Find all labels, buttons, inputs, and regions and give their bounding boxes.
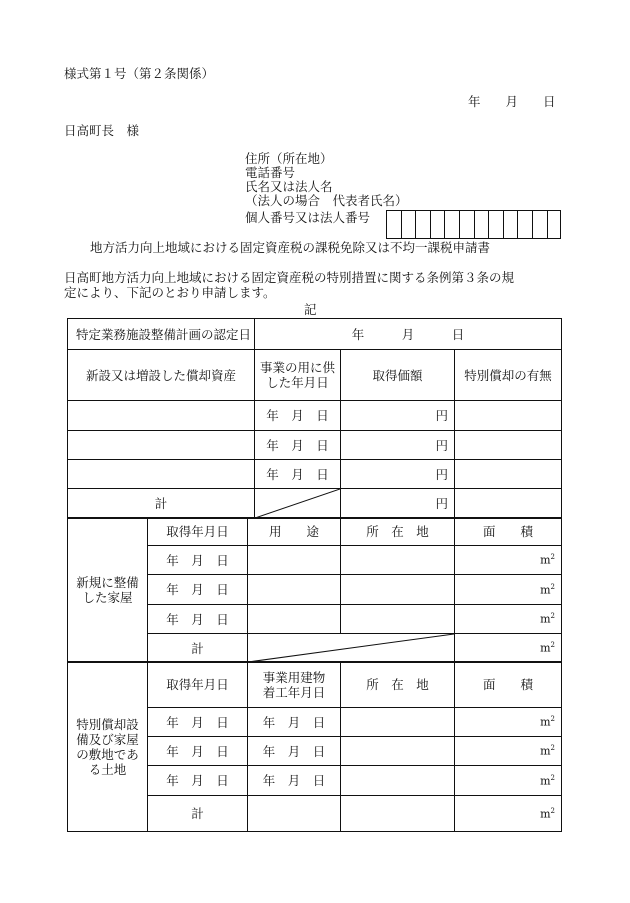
header-assets: 新設又は増設した償却資産 [68,350,255,401]
plan-date-label: 特定業務施設整備計画の認定日 [68,319,255,350]
use-cell[interactable] [248,546,341,575]
special-row-label: 特別償却設 備及び家屋 の敷地であ る土地 [68,662,148,832]
price-cell[interactable]: 円 [341,401,455,431]
total-blank-cell[interactable] [341,796,455,832]
location-cell[interactable] [341,737,455,766]
total-area-cell[interactable]: $m^2$ [455,634,562,663]
form-number: 様式第１号（第２条関係） [64,66,215,81]
plan-date-field[interactable]: 年 月 日 [255,319,562,350]
header-work-start: 事業用建物 着工年月日 [248,662,341,708]
work-start-cell[interactable]: 年 月 日 [248,708,341,737]
diagonal-cell [248,634,455,663]
acq-date-cell[interactable]: 年 月 日 [148,737,248,766]
header-area: 面 積 [455,518,562,546]
area-cell[interactable]: $m^2$ [455,708,562,737]
date-line: 年 月 日 [468,94,556,109]
total-label: 計 [148,796,248,832]
acq-date-cell[interactable]: 年 月 日 [148,766,248,796]
location-cell[interactable] [341,575,455,605]
location-cell[interactable] [341,605,455,634]
acq-date-cell[interactable]: 年 月 日 [148,605,248,634]
special-table [67,661,562,832]
area-cell[interactable]: $m^2$ [455,737,562,766]
service-date-cell[interactable]: 年 月 日 [255,431,341,460]
area-cell[interactable]: $m^2$ [455,605,562,634]
acq-date-cell[interactable]: 年 月 日 [148,575,248,605]
work-start-cell[interactable]: 年 月 日 [248,737,341,766]
acq-date-cell[interactable]: 年 月 日 [148,708,248,737]
area-cell[interactable]: $m^2$ [455,546,562,575]
service-date-cell[interactable]: 年 月 日 [255,460,341,489]
applicant-address: 住所（所在地） [245,151,333,166]
header-location: 所 在 地 [341,662,455,708]
use-cell[interactable] [248,575,341,605]
special-dep-cell[interactable] [455,401,562,431]
work-start-cell[interactable]: 年 月 日 [248,766,341,796]
location-cell[interactable] [341,708,455,737]
area-cell[interactable]: $m^2$ [455,766,562,796]
total-special-cell[interactable] [455,489,562,519]
total-blank-cell[interactable] [248,796,341,832]
service-date-cell[interactable]: 年 月 日 [255,401,341,431]
body-text-1: 日高町地方活力向上地域における固定資産税の特別措置に関する条例第３条の規 [64,270,515,285]
header-area: 面 積 [455,662,562,708]
price-cell[interactable]: 円 [341,431,455,460]
area-cell[interactable]: $m^2$ [455,575,562,605]
applicant-phone: 電話番号 [245,165,296,180]
buildings-table [67,517,562,663]
header-use: 用 途 [248,518,341,546]
diagonal-cell [255,489,341,519]
applicant-name: 氏名又は法人名 [245,179,333,194]
asset-name-cell[interactable] [68,460,255,489]
buildings-row-label: 新規に整備 した家屋 [68,518,148,663]
special-dep-cell[interactable] [455,431,562,460]
special-dep-cell[interactable] [455,460,562,489]
total-area-cell[interactable]: $m^2$ [455,796,562,832]
ki-label: 記 [304,302,317,317]
asset-name-cell[interactable] [68,431,255,460]
total-price-cell[interactable]: 円 [341,489,455,519]
acq-date-cell[interactable]: 年 月 日 [148,546,248,575]
header-service-date: 事業の用に供 した年月日 [255,350,341,401]
mynumber-boxes[interactable] [386,210,561,239]
total-label: 計 [148,634,248,663]
applicant-mynumber-label: 個人番号又は法人番号 [245,210,371,225]
assets-table [67,318,562,519]
location-cell[interactable] [341,546,455,575]
header-acq-price: 取得価額 [341,350,455,401]
header-location: 所 在 地 [341,518,455,546]
price-cell[interactable]: 円 [341,460,455,489]
header-special-dep: 特別償却の有無 [455,350,562,401]
applicant-rep: （法人の場合 代表者氏名） [245,193,408,208]
use-cell[interactable] [248,605,341,634]
body-text-2: 定により、下記のとおり申請します。 [64,285,276,300]
document-title: 地方活力向上地域における固定資産税の課税免除又は不均一課税申請書 [90,240,491,255]
header-acq-date: 取得年月日 [148,518,248,546]
addressee: 日高町長 様 [64,123,140,138]
total-label: 計 [68,489,255,519]
asset-name-cell[interactable] [68,401,255,431]
header-acq-date: 取得年月日 [148,662,248,708]
location-cell[interactable] [341,766,455,796]
